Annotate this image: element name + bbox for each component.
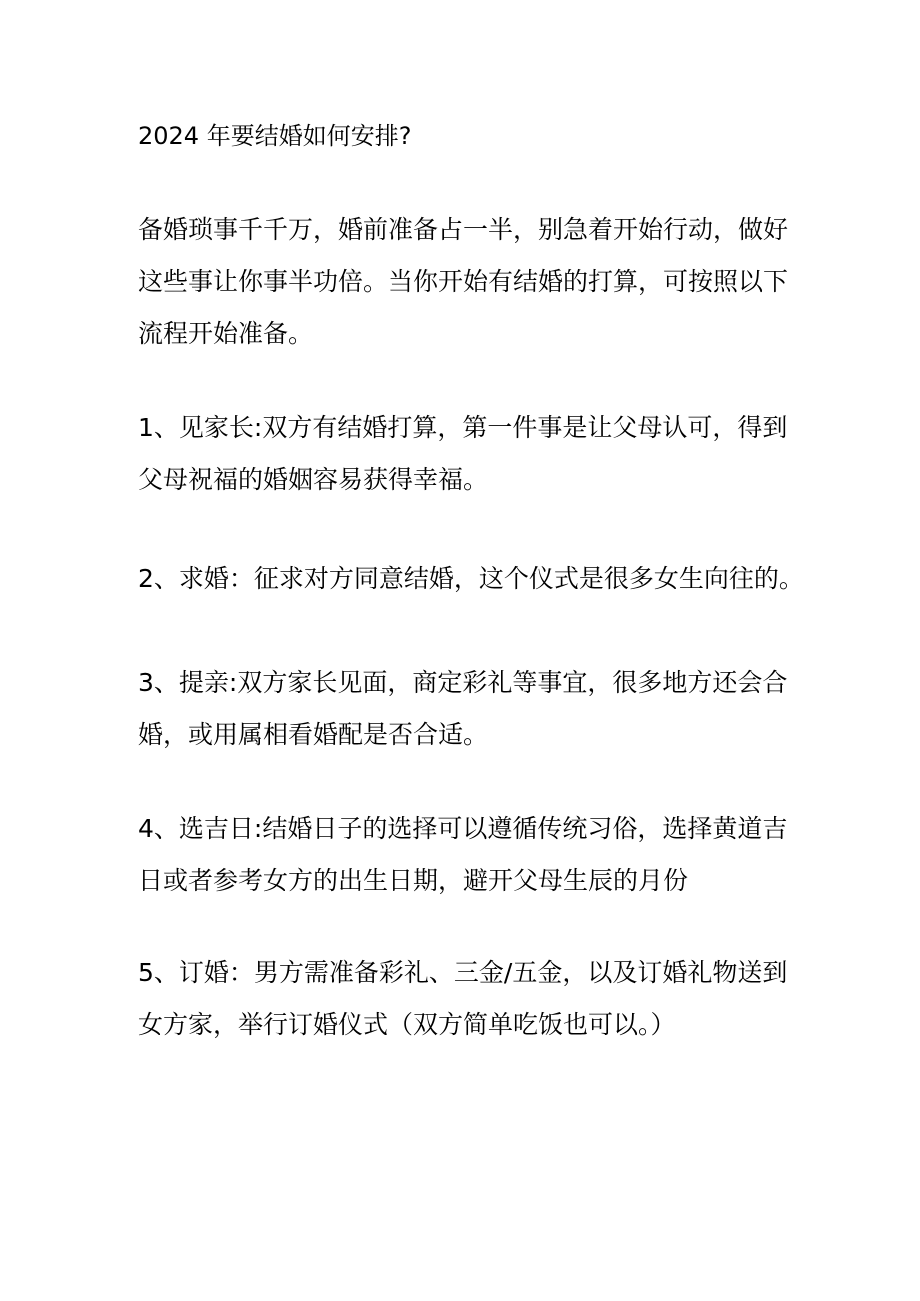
step-3-paragraph [138,657,787,761]
step-1-line: 父母祝福的婚姻容易获得幸福。 [138,465,489,494]
intro-line: 流程开始准备。 [138,319,314,348]
step-2-line: 2、求婚：征求对方同意结婚，这个仪式是很多女生向往的。 [138,564,804,593]
step-4-paragraph [138,803,787,907]
step-1-paragraph [138,402,787,506]
step-5-line: 5、订婚：男方需准备彩礼、三金/五金，以及订婚礼物送到 [138,958,788,987]
document-title: 2024 年要结婚如何安排? [138,122,412,150]
step-2-paragraph [138,553,804,605]
step-1-line: 1、见家长:双方有结婚打算，第一件事是让父母认可，得到 [138,413,788,442]
step-3-line: 3、提亲:双方家长见面，商定彩礼等事宜，很多地方还会合 [138,668,788,697]
step-4-line: 4、选吉日:结婚日子的选择可以遵循传统习俗，选择黄道吉 [138,814,788,843]
intro-line: 备婚琐事千千万，婚前准备占一半，别急着开始行动，做好 [138,215,789,244]
step-5-paragraph [138,947,787,1051]
intro-line: 这些事让你事半功倍。当你开始有结婚的打算，可按照以下 [138,267,789,296]
step-3-line: 婚，或用属相看婚配是否合适。 [138,720,489,749]
step-4-line: 日或者参考女方的出生日期，避开父母生辰的月份 [138,866,689,895]
step-5-line: 女方家，举行订婚仪式（双方简单吃饭也可以。） [138,1010,676,1039]
intro-paragraph [138,204,788,360]
